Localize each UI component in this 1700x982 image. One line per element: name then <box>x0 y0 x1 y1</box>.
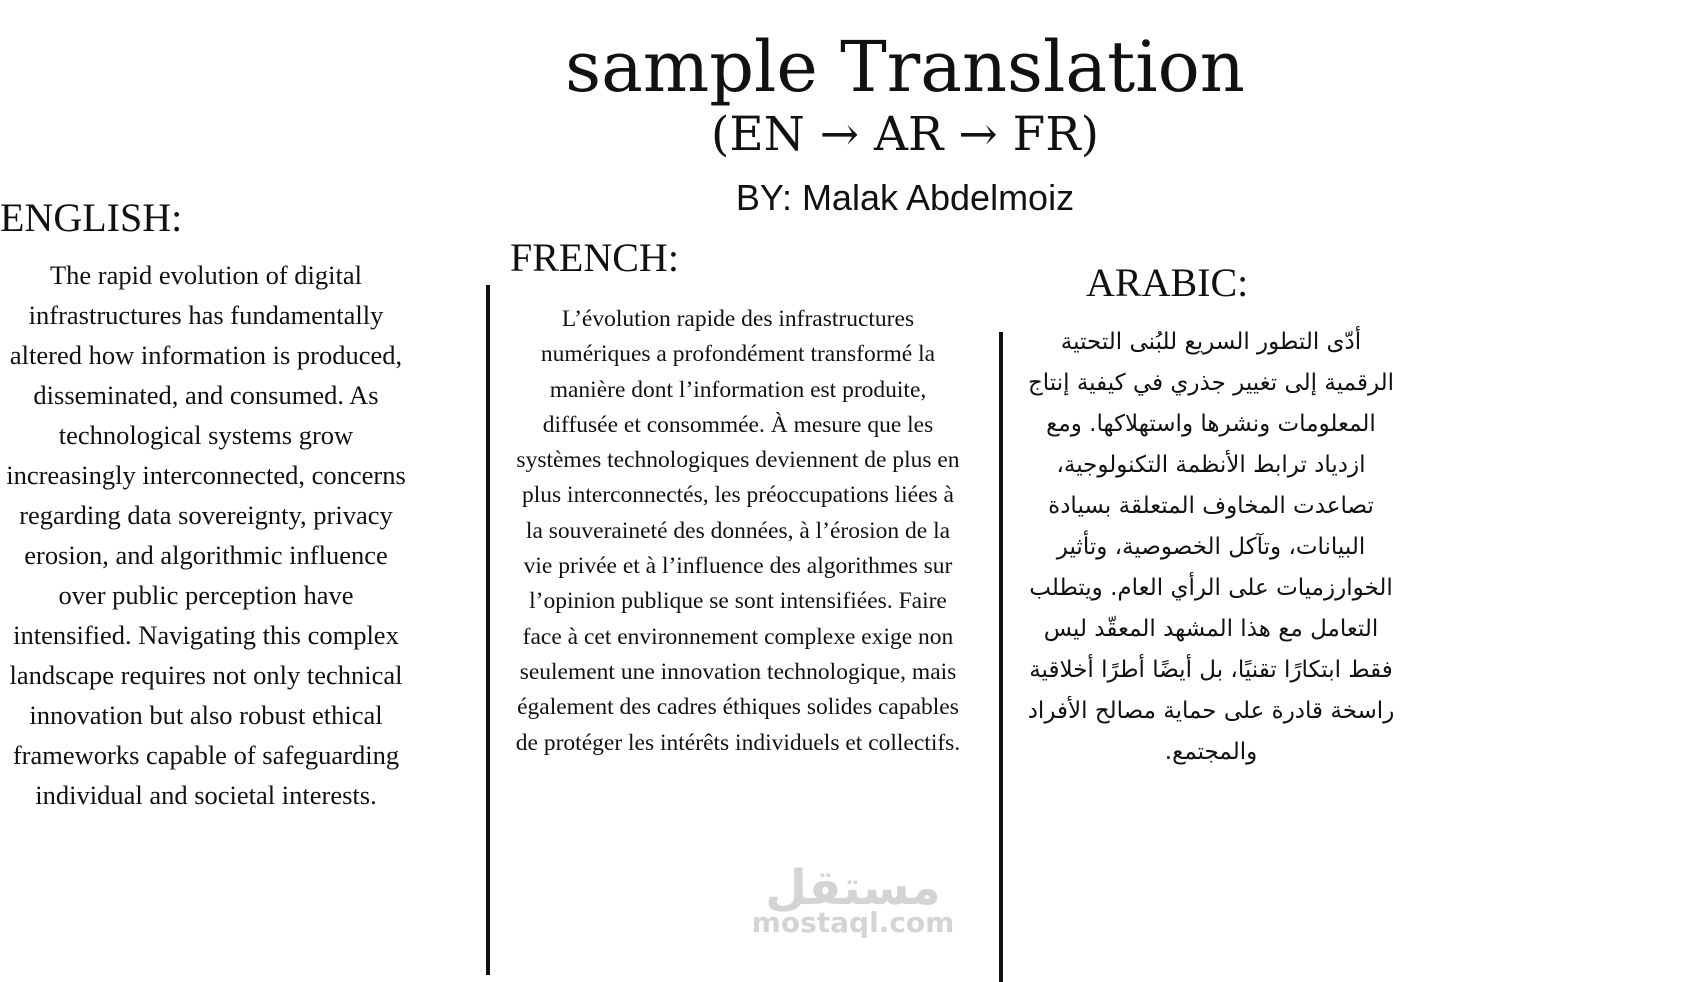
english-heading: ENGLISH: <box>0 195 183 240</box>
french-heading: FRENCH: <box>510 235 679 280</box>
page-title: sample Translation <box>565 26 1245 108</box>
english-text: The rapid evolution of digital infrastructures has fundamentally altered how information is produced, disseminated, and consumed. As technological systems grow increasingly interconnected, concerns regarding data sovereignty, privacy erosion, and algorithmic influence over public perception have intensified. Navigating this complex landscape requires not only technical innovation but also robust ethical frameworks capable of safeguarding individual and societal interests. <box>6 260 406 810</box>
column-divider-right <box>999 332 1003 982</box>
arabic-text: أدّى التطور السريع للبُنى التحتية الرقمية إلى تغيير جذري في كيفية إنتاج المعلومات ونشرها واستهلاكها. ومع ازدياد ترابط الأنظمة التكنولوجية، تصاعدت المخاوف المتعلقة بسيادة البيانات، وتآكل الخصوصية، وتأثير الخوارزميات على الرأي العام. ويتطلب التعامل مع هذا المشهد المعقّد ليس فقط ابتكارًا تقنيًا، بل أيضًا أطرًا أخلاقية راسخة قادرة على حماية مصالح الأفراد والمجتمع. <box>1027 329 1395 765</box>
french-text: L’évolution rapide des infrastructures numériques a profondément transformé la manière dont l’information est produite, diffusée et consommée. À mesure que les systèmes technologiques deviennent de plus en plus interconnectés, les préoccupations liées à la souveraineté des données, à l’érosion de la vie privée et à l’influence des algorithmes sur l’opinion publique se sont intensifiées. Faire face à cet environnement complexe exige non seulement une innovation technologique, mais également des cadres éthiques solides capables de protéger les intérêts individuels et collectifs. <box>515 306 961 756</box>
watermark-url: mostaql.com <box>751 906 955 939</box>
author-credit: BY: Malak Abdelmoiz <box>735 177 1075 218</box>
arabic-heading: ARABIC: <box>1086 260 1249 305</box>
page-subtitle: (EN → AR → FR) <box>711 107 1099 162</box>
column-divider-left <box>486 285 490 975</box>
watermark <box>748 862 958 938</box>
watermark-logo: مستقل <box>765 860 941 916</box>
